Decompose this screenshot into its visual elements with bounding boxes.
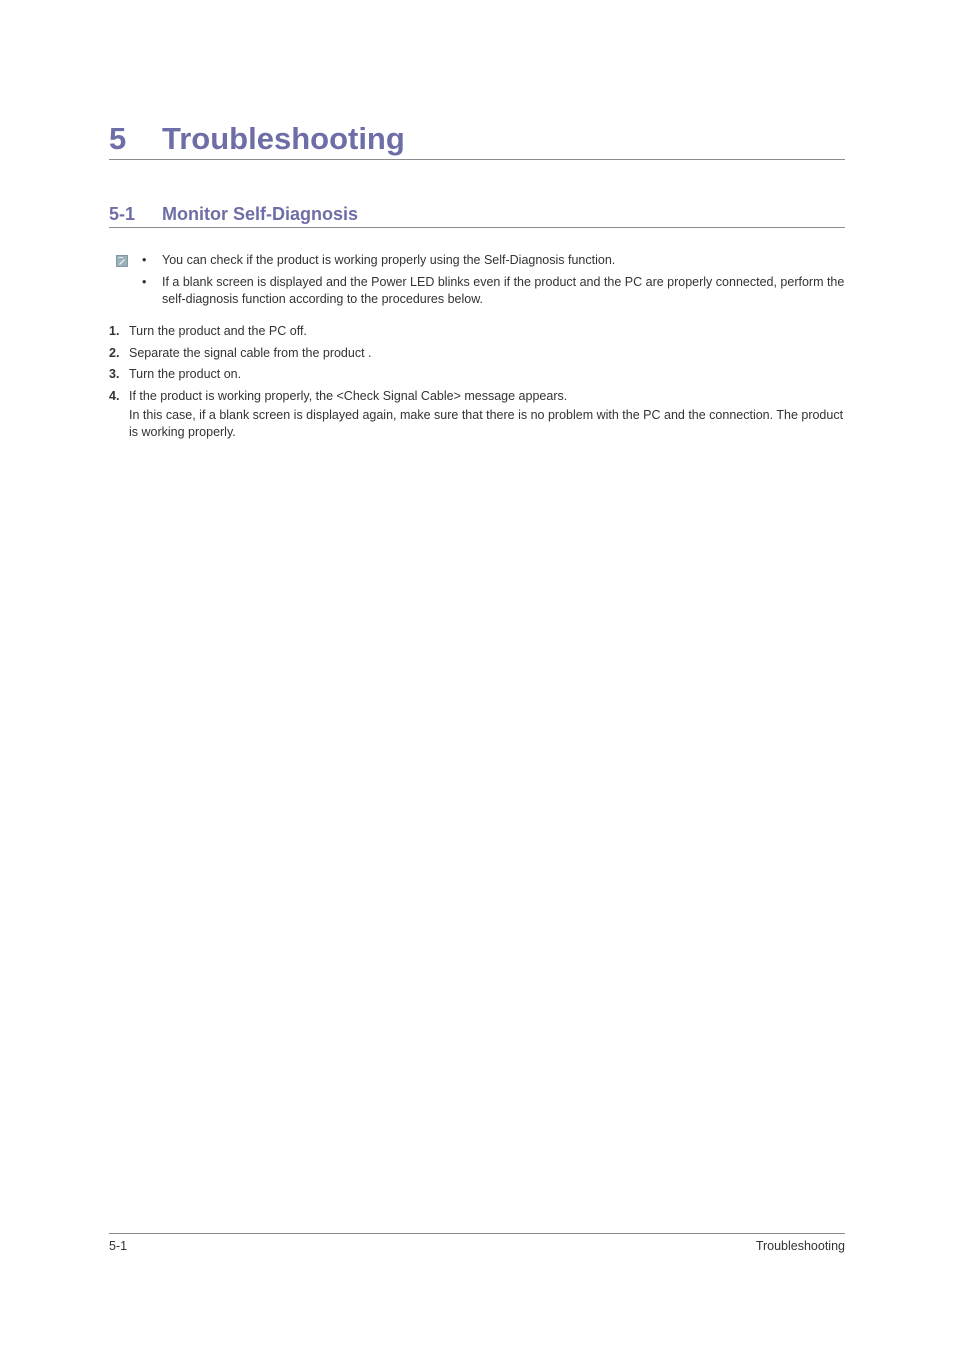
footer-page-number: 5-1 [109, 1239, 128, 1253]
note-list [109, 252, 845, 308]
step-number: 3. [109, 367, 120, 381]
step-text: Turn the product on. [129, 367, 242, 381]
step-item [109, 345, 845, 362]
note-item [109, 274, 845, 308]
note-text: You can check if the product is working properly using the Self-Diagnosis function. [162, 253, 616, 267]
bullet: • [142, 275, 147, 289]
footer-title: Troubleshooting [755, 1239, 845, 1253]
step-subtext: In this case, if a blank screen is displayed again, make sure that there is no problem with the PC and the connection. The product is working properly. [129, 407, 844, 439]
step-number: 2. [109, 345, 120, 360]
step-item [109, 388, 845, 441]
procedure-steps [109, 323, 845, 445]
step-item [109, 366, 845, 383]
section-heading [109, 201, 845, 228]
chapter-heading [109, 118, 845, 160]
step-text: Separate the signal cable from the product . [129, 345, 372, 360]
step-number: 1. [109, 324, 120, 338]
page-footer [109, 1233, 845, 1255]
note-text: If a blank screen is displayed and the Power LED blinks even if the product and the PC are properly connected, perform the self-diagnosis function according to the procedures below. [162, 275, 845, 306]
step-text: Turn the product and the PC off. [129, 324, 307, 338]
step-number: 4. [109, 388, 120, 403]
chapter-number: 5 [109, 120, 127, 156]
step-item [109, 323, 845, 340]
chapter-title: Troubleshooting [162, 120, 405, 156]
note-block [109, 252, 845, 313]
step-text: If the product is working properly, the <Check Signal Cable> message appears. [129, 388, 568, 403]
note-item [109, 252, 845, 269]
section-title: Monitor Self-Diagnosis [162, 204, 359, 224]
bullet: • [142, 253, 147, 267]
section-number: 5-1 [109, 204, 136, 224]
